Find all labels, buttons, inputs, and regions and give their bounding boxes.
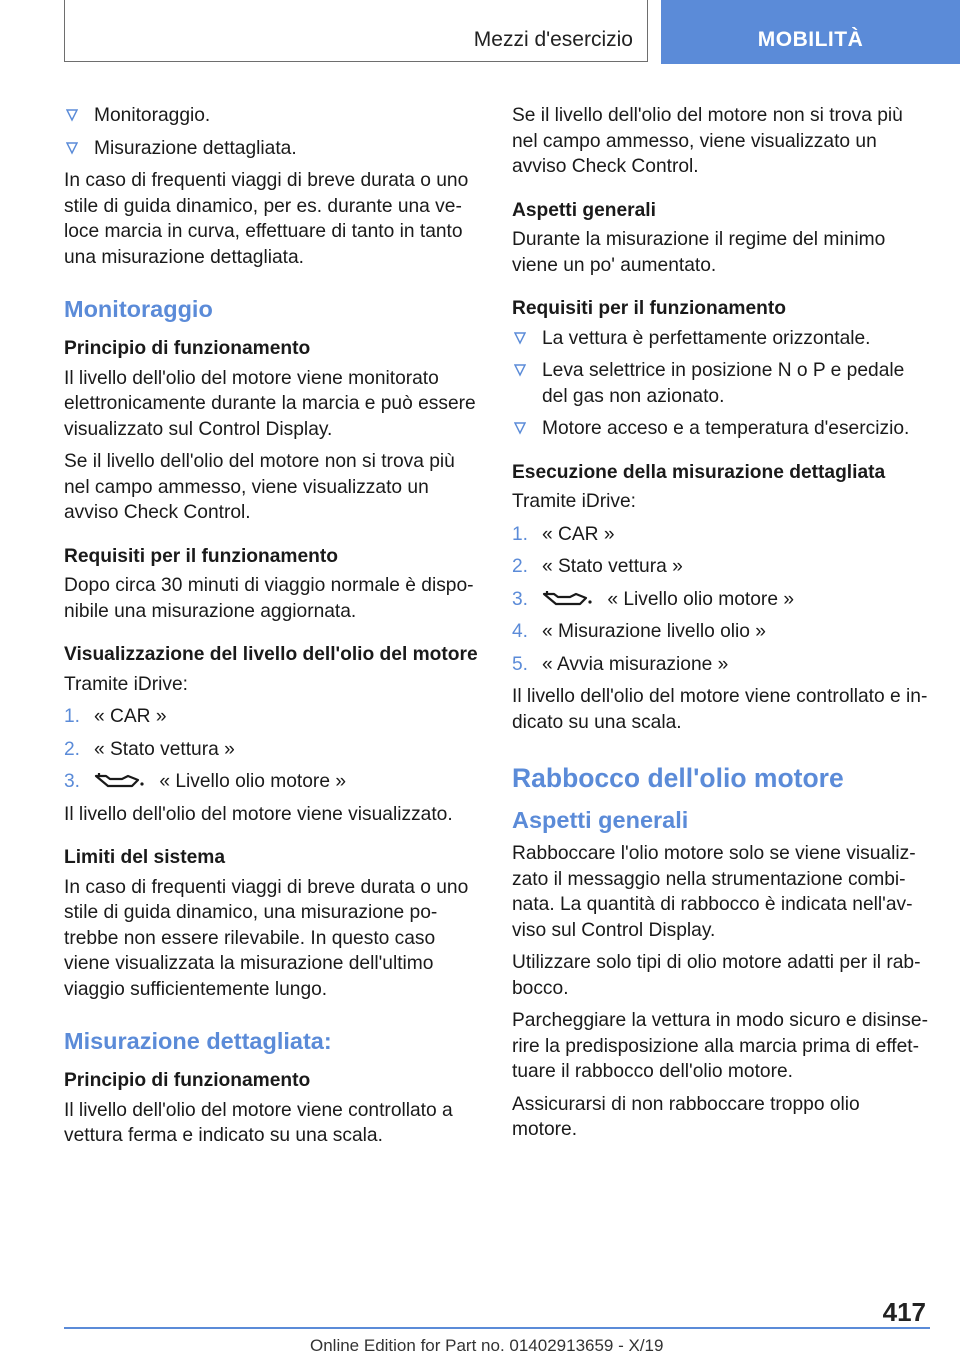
footer-edition: Online Edition for Part no. 01402913659 - X/19 [310, 1336, 664, 1355]
list-item: Leva selettrice in posizione N o P e pedale del gas non azionato. [512, 358, 930, 409]
paragraph: Parcheggiare la vettura in modo sicuro e disinserire la predisposizione alla marcia prima di effettuare il rabbocco dell'olio motore. [512, 1010, 928, 1082]
step-item: 2. « Stato vettura » [512, 556, 683, 577]
paragraph: Tramite iDrive: [512, 491, 637, 512]
paragraph: Dopo circa 30 minuti di viaggio normale è disponibile una misurazione aggiornata. [64, 575, 474, 622]
subheading: Aspetti generali [512, 199, 656, 221]
chapter-title: MOBILITÀ [757, 28, 864, 51]
left-column [64, 103, 480, 1156]
subheading: Esecuzione della misurazione dettagliata [512, 461, 886, 483]
footer-divider [64, 1327, 930, 1329]
heading-aspetti-generali: Aspetti generali [512, 807, 689, 833]
paragraph: Il livello dell'olio del motore viene controllato e indicato su una scala. [512, 686, 928, 733]
paragraph: Se il livello dell'olio del motore non si trova più nel campo ammesso, viene visualizzato un avviso Check Control. [512, 105, 903, 177]
step-item: 1. « CAR » [64, 706, 167, 727]
triangle-bullet-icon [66, 141, 78, 155]
step-item: 5. « Avvia misurazione » [512, 653, 729, 675]
step-item: 1. « CAR » [512, 523, 615, 545]
paragraph: In caso di frequenti viaggi di breve durata o uno stile di guida dinamico, per es. durante una veloce marcia in curva, effettuare di tanto in tanto una misurazione dettagliata. [64, 170, 469, 268]
heading-monitoraggio: Monitoraggio [64, 296, 213, 322]
paragraph: Il livello dell'olio del motore viene visualizzato. [64, 803, 453, 825]
paragraph: Durante la misurazione il regime del minimo viene un po' aumentato. [512, 229, 886, 276]
section-title: Mezzi d'esercizio [473, 28, 633, 51]
subheading: Limiti del sistema [64, 847, 226, 868]
triangle-bullet-icon [514, 331, 526, 345]
right-column [512, 103, 930, 1150]
subheading: Principio di funzionamento [64, 1070, 311, 1091]
step-item: 2. « Stato vettura » [64, 738, 235, 760]
step-item: 4. « Misurazione livello olio » [512, 621, 766, 642]
step-item: 3. « Livello olio motore » [512, 588, 794, 610]
list-item: La vettura è perfettamente orizzontale. [512, 326, 930, 352]
oil-can-icon [94, 772, 146, 788]
step-item: 3. « Livello olio motore » [64, 771, 346, 792]
paragraph: Il livello dell'olio del motore viene controllato a vettura ferma e indicato su una scala. [64, 1099, 453, 1146]
section-tab [64, 0, 648, 62]
paragraph: Utilizzare solo tipi di olio motore adatti per il rabbocco. [512, 952, 921, 999]
list-item: Monitoraggio. [64, 103, 480, 129]
subheading: Principio di funzionamento [64, 338, 311, 359]
subheading: Visualizzazione del livello dell'olio del motore [64, 644, 478, 665]
heading-rabbocco: Rabbocco dell'olio motore [512, 763, 844, 793]
chapter-tab [661, 0, 960, 64]
paragraph: In caso di frequenti viaggi di breve durata o uno stile di guida dinamico, una misurazione potrebbe non essere rilevabile. In questo caso viene visualizzata la misurazione dell'ultimo viaggio sufficientemente lungo. [64, 876, 469, 1000]
subheading: Requisiti per il funzionamento [512, 298, 786, 319]
paragraph: Il livello dell'olio del motore viene monitorato elettronicamente durante la marcia e può essere visualizzato sul Control Display. [64, 367, 476, 440]
heading-misurazione: Misurazione dettagliata: [64, 1028, 332, 1054]
paragraph: Tramite iDrive: [64, 673, 189, 695]
subheading: Requisiti per il funzionamento [64, 545, 338, 567]
page-number: 417 [882, 1297, 926, 1327]
list-item: Misurazione dettagliata. [64, 136, 480, 162]
oil-can-icon [542, 590, 594, 606]
triangle-bullet-icon [514, 421, 526, 435]
paragraph: Assicurarsi di non rabboccare troppo olio motore. [512, 1093, 860, 1140]
triangle-bullet-icon [66, 108, 78, 122]
paragraph: Se il livello dell'olio del motore non si trova più nel campo ammesso, viene visualizzato un avviso Check Control. [64, 451, 455, 523]
triangle-bullet-icon [514, 363, 526, 377]
list-item: Motore acceso e a temperatura d'esercizio. [512, 416, 930, 442]
paragraph: Rabboccare l'olio motore solo se viene visualizzato il messaggio nella strumentazione combinata. La quantità di rabbocco è indicata nell'avviso sul Control Display. [512, 843, 916, 941]
